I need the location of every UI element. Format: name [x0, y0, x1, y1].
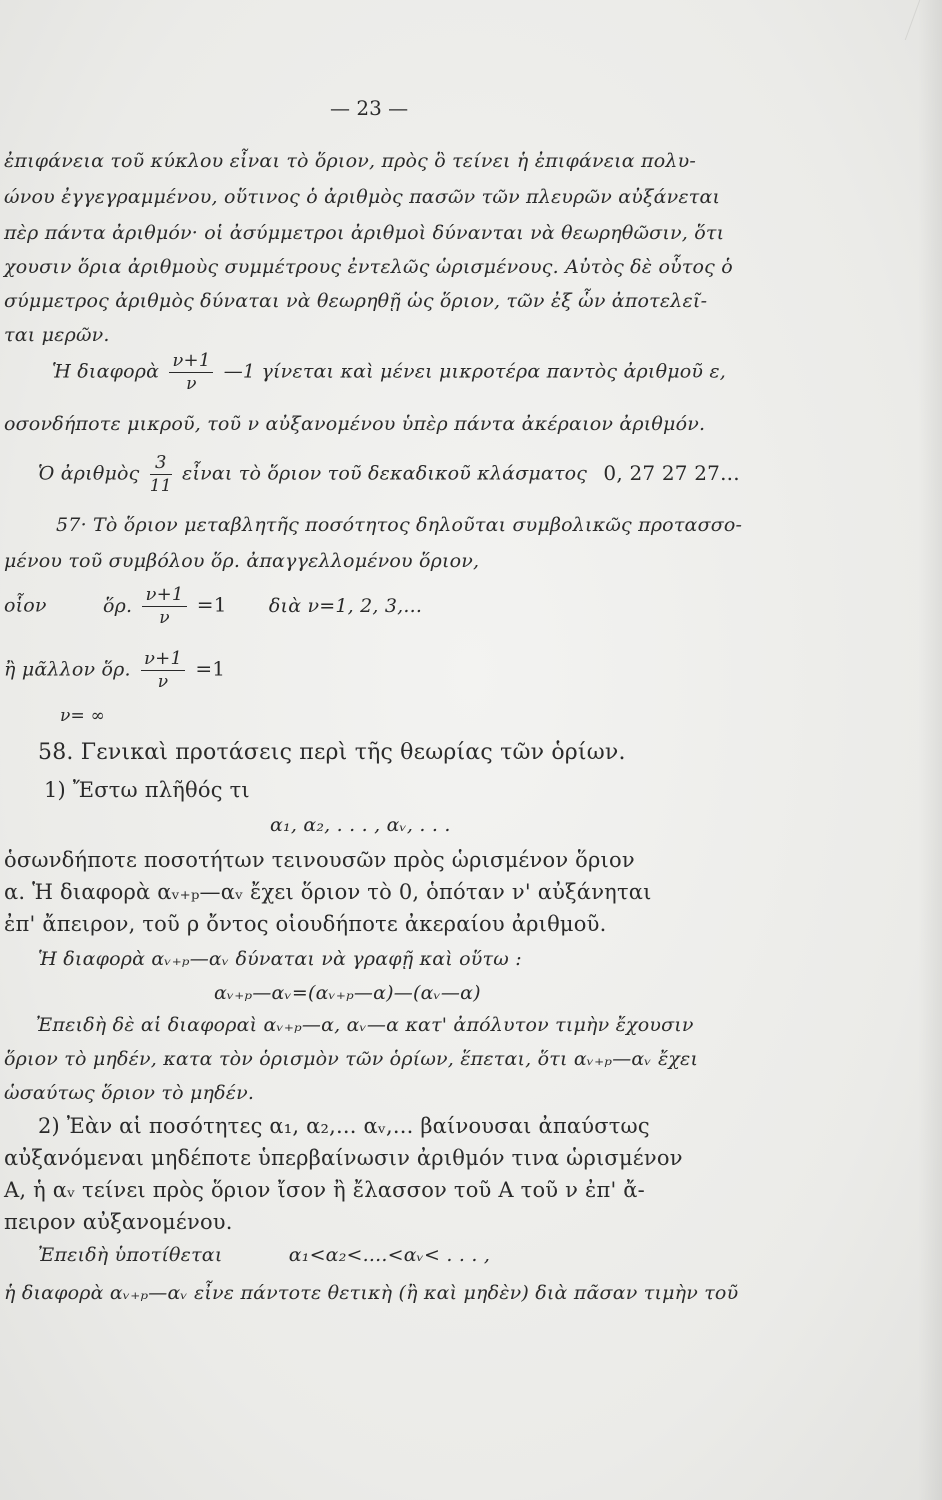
page-number: — 23 —: [330, 96, 409, 120]
section-58-p2-line-3: Α, ἡ αᵥ τείνει πρὸς ὅριον ἴσον ἢ ἔλασσον τοῦ Α τοῦ ν ἐπ' ἄ-: [4, 1178, 645, 1202]
fraction-numerator: 3: [150, 452, 172, 475]
supposition-lead: Ἐπειδὴ ὑποτίθεται: [38, 1244, 223, 1266]
text-line-3: πὲρ πάντα ἀριθμόν· οἱ ἀσύμμετροι ἀριθμοὶ δύνανται νὰ θεωρηθῶσιν, ὅτι: [4, 222, 725, 244]
text-line-2: ώνου ἐγγεγραμμένου, οὕτινος ὁ ἀριθμὸς πασῶν τῶν πλευρῶν αὐξάνεται: [4, 186, 721, 208]
limit-example-1: [4, 584, 422, 629]
number-rest: εἶναι τὸ ὅριον τοῦ δεκαδικοῦ κλάσματος: [182, 462, 588, 485]
section-58-p2-line-6: ἡ διαφορὰ αᵥ₊ₚ—αᵥ εἶνε πάντοτε θετικὴ (ἢ καὶ μηδὲν) διὰ πᾶσαν τιμὴν τοῦ: [4, 1282, 739, 1304]
section-58-p1-line-6: Ἐπειδὴ δὲ αἱ διαφοραὶ αᵥ₊ₚ—α, αᵥ—α κατ' ἀπόλυτον τιμὴν ἔχουσιν: [36, 1014, 694, 1036]
fraction-denominator: ν: [186, 374, 197, 394]
example-condition: διὰ ν=1, 2, 3,...: [268, 594, 423, 617]
fraction-denominator: 11: [149, 476, 172, 496]
page-edge-shadow: [918, 0, 942, 1500]
increasing-sequence: α₁<α₂<....<αᵥ< . . . ,: [288, 1244, 491, 1266]
fraction-denominator: ν: [157, 672, 169, 692]
difference-line-2: οσονδήποτε μικροῦ, τοῦ ν αὐξανομένου ὑπὲρ πάντα ἀκέραιον ἀριθμόν.: [4, 413, 706, 435]
section-57-line-2: μένου τοῦ συμβόλου ὅρ. ἀπαγγελλομένου ὅριον,: [4, 550, 480, 572]
section-58-p2-line-1: 2) Ἐὰν αἱ ποσότητες α₁, α₂,... αᵥ,... βαίνουσαι ἀπαύστως: [38, 1114, 650, 1138]
limit-subscript-infinity: ν= ∞: [60, 706, 105, 726]
section-58-p1-line-8: ὡσαύτως ὅριον τὸ μηδέν.: [4, 1082, 255, 1104]
section-57-line-1: 57· Τὸ ὅριον μεταβλητῆς ποσότητος δηλοῦται συμβολικῶς προτασσο-: [56, 514, 743, 536]
fraction-numerator: ν+1: [141, 648, 185, 671]
section-58-p1-line-4: ἐπ' ἄπειρον, τοῦ ρ ὄντος οἱουδήποτε ἀκεραίου ἀριθμοῦ.: [4, 912, 607, 936]
section-58-p1-line-3: α. Ἡ διαφορὰ αᵥ₊ₚ—αᵥ ἔχει ὅριον τὸ 0, ὁπόταν ν' αὐξάνηται: [4, 880, 652, 904]
section-58-p1-line-1: 1) Ἔστω πλῆθός τι: [44, 778, 250, 802]
equals-one: =1: [196, 592, 227, 617]
section-58-p2-line-4: πειρον αὐξανομένου.: [4, 1210, 233, 1234]
section-58-p1-line-5: Ἡ διαφορὰ αᵥ₊ₚ—αᵥ δύναται νὰ γραφῇ καὶ οὕτω :: [38, 948, 522, 970]
section-58-p1-line-7: ὅριον τὸ μηδέν, κατα τὸν ὁρισμὸν τῶν ὁρίων, ἕπεται, ὅτι αᵥ₊ₚ—αᵥ ἔχει: [4, 1048, 699, 1070]
text-line-1: ἐπιφάνεια τοῦ κύκλου εἶναι τὸ ὅριον, πρὸς ὃ τείνει ἡ ἐπιφάνεια πολυ-: [4, 150, 696, 172]
fraction-denominator: ν: [159, 608, 170, 628]
limit-operator: ὅρ.: [102, 594, 133, 617]
difference-lead: Ἡ διαφορὰ: [52, 360, 160, 383]
difference-identity: αᵥ₊ₚ—αᵥ=(αᵥ₊ₚ—α)—(αᵥ—α): [214, 982, 481, 1004]
fraction-v-plus-1-over-v: [142, 584, 186, 629]
decimal-value: 0, 27 27 27...: [603, 460, 740, 485]
fraction-numerator: ν+1: [169, 350, 213, 373]
text-line-4: χουσιν ὅρια ἀριθμοὺς συμμέτρους ἐντελῶς ὡρισμένους. Αὐτὸς δὲ οὗτος ὁ: [4, 256, 733, 278]
number-3-over-11-statement: [38, 452, 740, 497]
page-corner-fold: [905, 0, 942, 40]
text-line-6: ται μερῶν.: [4, 324, 110, 346]
fraction-numerator: ν+1: [142, 584, 186, 607]
limit-example-2: [4, 648, 225, 693]
difference-rest: —1 γίνεται καὶ μένει μικροτέρα παντὸς ἀριθμοῦ ε,: [223, 360, 727, 383]
section-58-p2-line-5: [38, 1244, 490, 1266]
example-lead: ἢ μᾶλλον ὅρ.: [4, 658, 131, 681]
equals-one: =1: [195, 656, 226, 681]
text-line-5: σύμμετρος ἀριθμὸς δύναται νὰ θεωρηθῇ ὡς ὅριον, τῶν ἐξ ὧν ἀποτελεῖ-: [4, 290, 708, 312]
example-lead: οἷον: [4, 594, 47, 617]
section-58-p2-line-2: αὐξανόμεναι μηδέποτε ὑπερβαίνωσιν ἀριθμόν τινα ὡρισμένον: [4, 1146, 683, 1170]
difference-statement: [52, 350, 726, 395]
fraction-3-over-11: [150, 452, 172, 497]
fraction-v-plus-1-over-v: [169, 350, 213, 395]
fraction-v-plus-1-over-v: [141, 648, 185, 693]
number-lead: Ὁ ἀριθμὸς: [38, 462, 140, 485]
section-58-p1-line-2: ὁσωνδήποτε ποσοτήτων τεινουσῶν πρὸς ὡρισμένον ὅριον: [4, 848, 635, 872]
sequence-a1-a2-an: α₁, α₂, . . . , αᵥ, . . .: [270, 814, 451, 836]
section-58-title: 58. Γενικαὶ προτάσεις περὶ τῆς θεωρίας τῶν ὁρίων.: [38, 740, 626, 765]
